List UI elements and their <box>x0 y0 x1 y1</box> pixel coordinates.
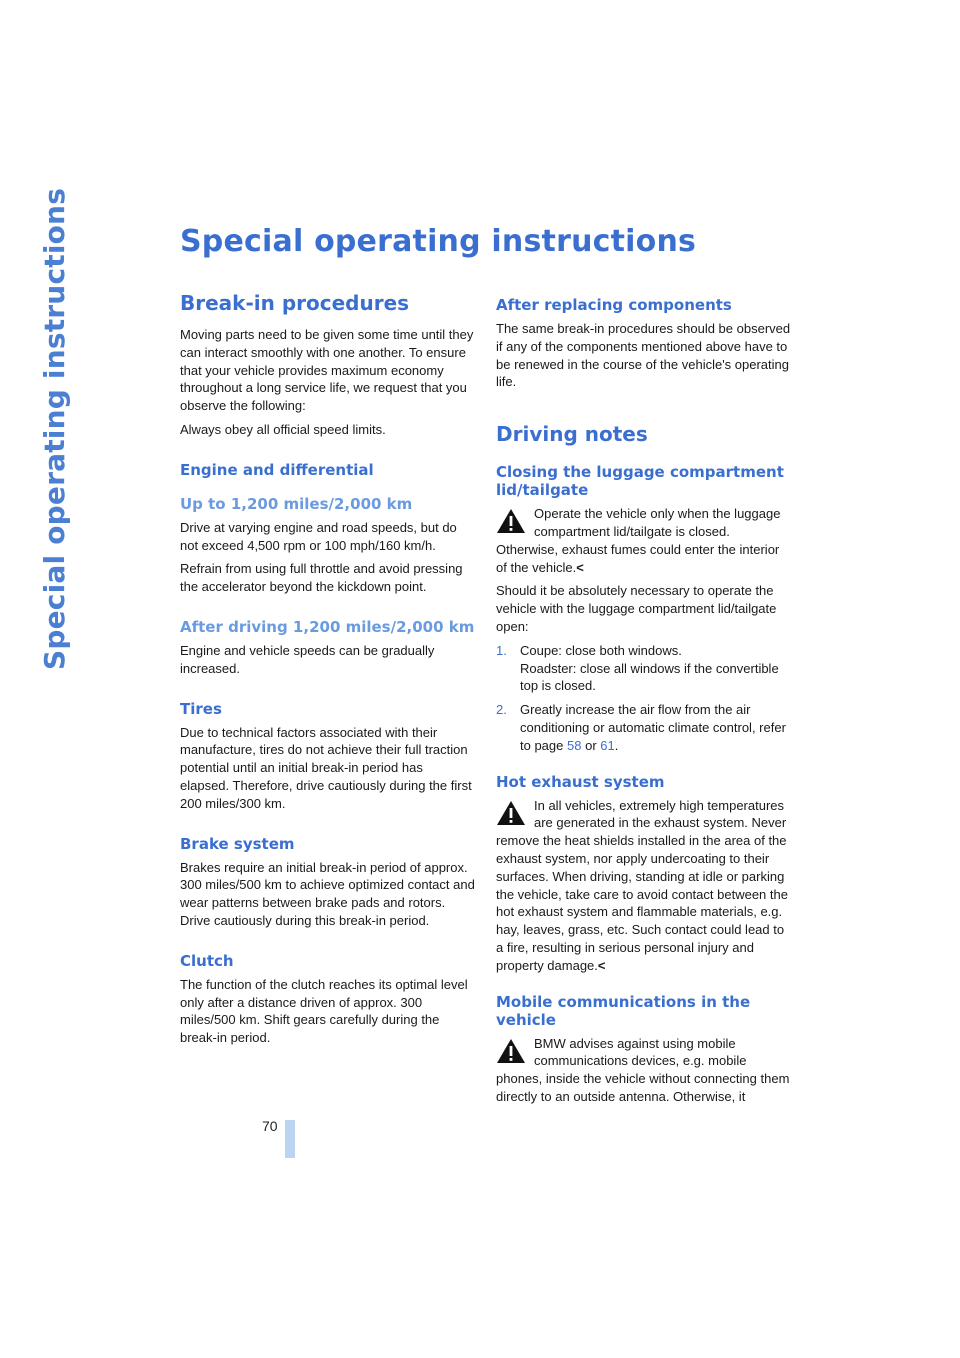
paragraph-refrain: Refrain from using full throttle and avoid pressing the accelerator beyond the kickdown point. <box>180 561 463 595</box>
paragraph-drive-varying: Drive at varying engine and road speeds, but do not exceed 4,500 rpm or 100 mph/160 km/h. <box>180 519 457 553</box>
side-title-text: Special operating instructions <box>38 187 71 670</box>
paragraph-brake-system: Brakes require an initial break-in period of approx. 300 miles/500 km to achieve optimized contact and wear patterns between brake pads and rotors. Drive cautiously during this break-in period. <box>180 859 475 928</box>
page-link-61[interactable]: 61 <box>600 737 615 753</box>
list-item-number: 1. <box>496 642 507 658</box>
heading-brake-system: Brake system <box>180 834 295 853</box>
warning-luggage-text: Operate the vehicle only when the luggage compartment lid/tailgate is closed. Otherwise, exhaust fumes could enter the interior of the vehicle. <box>496 506 781 575</box>
paragraph-moving-parts: Moving parts need to be given some time until they can interact smoothly with one another. To ensure that your vehicle provides maximum economy throughout a long service life, we request that you observe the following: <box>180 327 474 414</box>
right-column <box>496 290 791 1112</box>
list-item-text: Greatly increase the air flow from the air conditioning or automatic climate control, refer to page <box>520 702 786 753</box>
heading-break-in: Break-in procedures <box>180 291 410 315</box>
list-item-or: or <box>585 737 597 753</box>
heading-after-driving: After driving 1,200 miles/2,000 km <box>180 617 475 636</box>
list-item <box>496 701 791 754</box>
heading-up-to: Up to 1,200 miles/2,000 km <box>180 494 413 513</box>
paragraph-clutch: The function of the clutch reaches its optimal level only after a distance driven of approx. 300 miles/500 km. Shift gears carefully during the break-in period. <box>180 976 468 1046</box>
paragraph-after-replacing: The same break-in procedures should be observed if any of the components mentioned above have to be renewed in the course of the vehicle's operating life. <box>496 321 791 390</box>
paragraph-tires: Due to technical factors associated with their manufacture, tires do not achieve their full traction potential until an initial break-in period has elapsed. Therefore, drive cautiously during the first 200 miles/300 km. <box>180 724 472 811</box>
warning-triangle-icon <box>496 1037 526 1065</box>
heading-engine-differential: Engine and differential <box>180 460 374 479</box>
list-item <box>496 642 791 695</box>
heading-after-replacing: After replacing components <box>496 296 732 314</box>
page-title: Special operating instructions <box>180 224 697 259</box>
warning-exhaust <box>496 797 791 975</box>
list-item-end: . <box>614 737 619 753</box>
paragraph-speed-limits: Always obey all official speed limits. <box>180 421 386 437</box>
end-mark: < <box>597 957 606 973</box>
paragraph-necessary: Should it be absolutely necessary to operate the vehicle with the luggage compartment lid/tailgate open: <box>496 583 777 634</box>
list-item-text: Roadster: close all windows if the convertible top is closed. <box>520 660 779 694</box>
heading-clutch: Clutch <box>180 951 234 970</box>
heading-tires: Tires <box>180 699 222 718</box>
heading-luggage: Closing the luggage compartment lid/tailgate <box>496 463 784 500</box>
list-item-text: Coupe: close both windows. <box>520 642 682 658</box>
end-mark: < <box>576 559 584 575</box>
left-column <box>180 290 475 1053</box>
heading-hot-exhaust: Hot exhaust system <box>496 772 665 791</box>
warning-exhaust-text: In all vehicles, extremely high temperatures are generated in the exhaust system. Never remove the heat shields installed in the area of the exhaust system, nor apply undercoating to their surfaces. When driving, standing at idle or parking the vehicle, take care to avoid contact between the hot exhaust system and flammable materials, e.g. hay, leaves, grass, etc. Such contact could lead to a fire, resulting in serious personal injury and property damage. <box>496 797 788 973</box>
heading-mobile: Mobile communications in the vehicle <box>496 992 751 1029</box>
page-marker-bar <box>285 1120 295 1158</box>
warning-triangle-icon <box>496 799 526 827</box>
warning-triangle-icon <box>496 507 526 535</box>
heading-driving-notes: Driving notes <box>496 422 648 447</box>
warning-mobile <box>496 1035 791 1106</box>
warning-mobile-text: BMW advises against using mobile communications devices, e.g. mobile phones, inside the vehicle without connecting them directly to an outside antenna. Otherwise, it <box>496 1035 790 1104</box>
paragraph-after-driving: Engine and vehicle speeds can be gradually increased. <box>180 642 435 676</box>
warning-luggage <box>496 505 791 576</box>
page-link-58[interactable]: 58 <box>567 737 582 753</box>
page-number: 70 <box>262 1118 278 1134</box>
side-title <box>0 187 154 670</box>
list-item-number: 2. <box>496 702 507 718</box>
steps-list <box>496 642 791 755</box>
